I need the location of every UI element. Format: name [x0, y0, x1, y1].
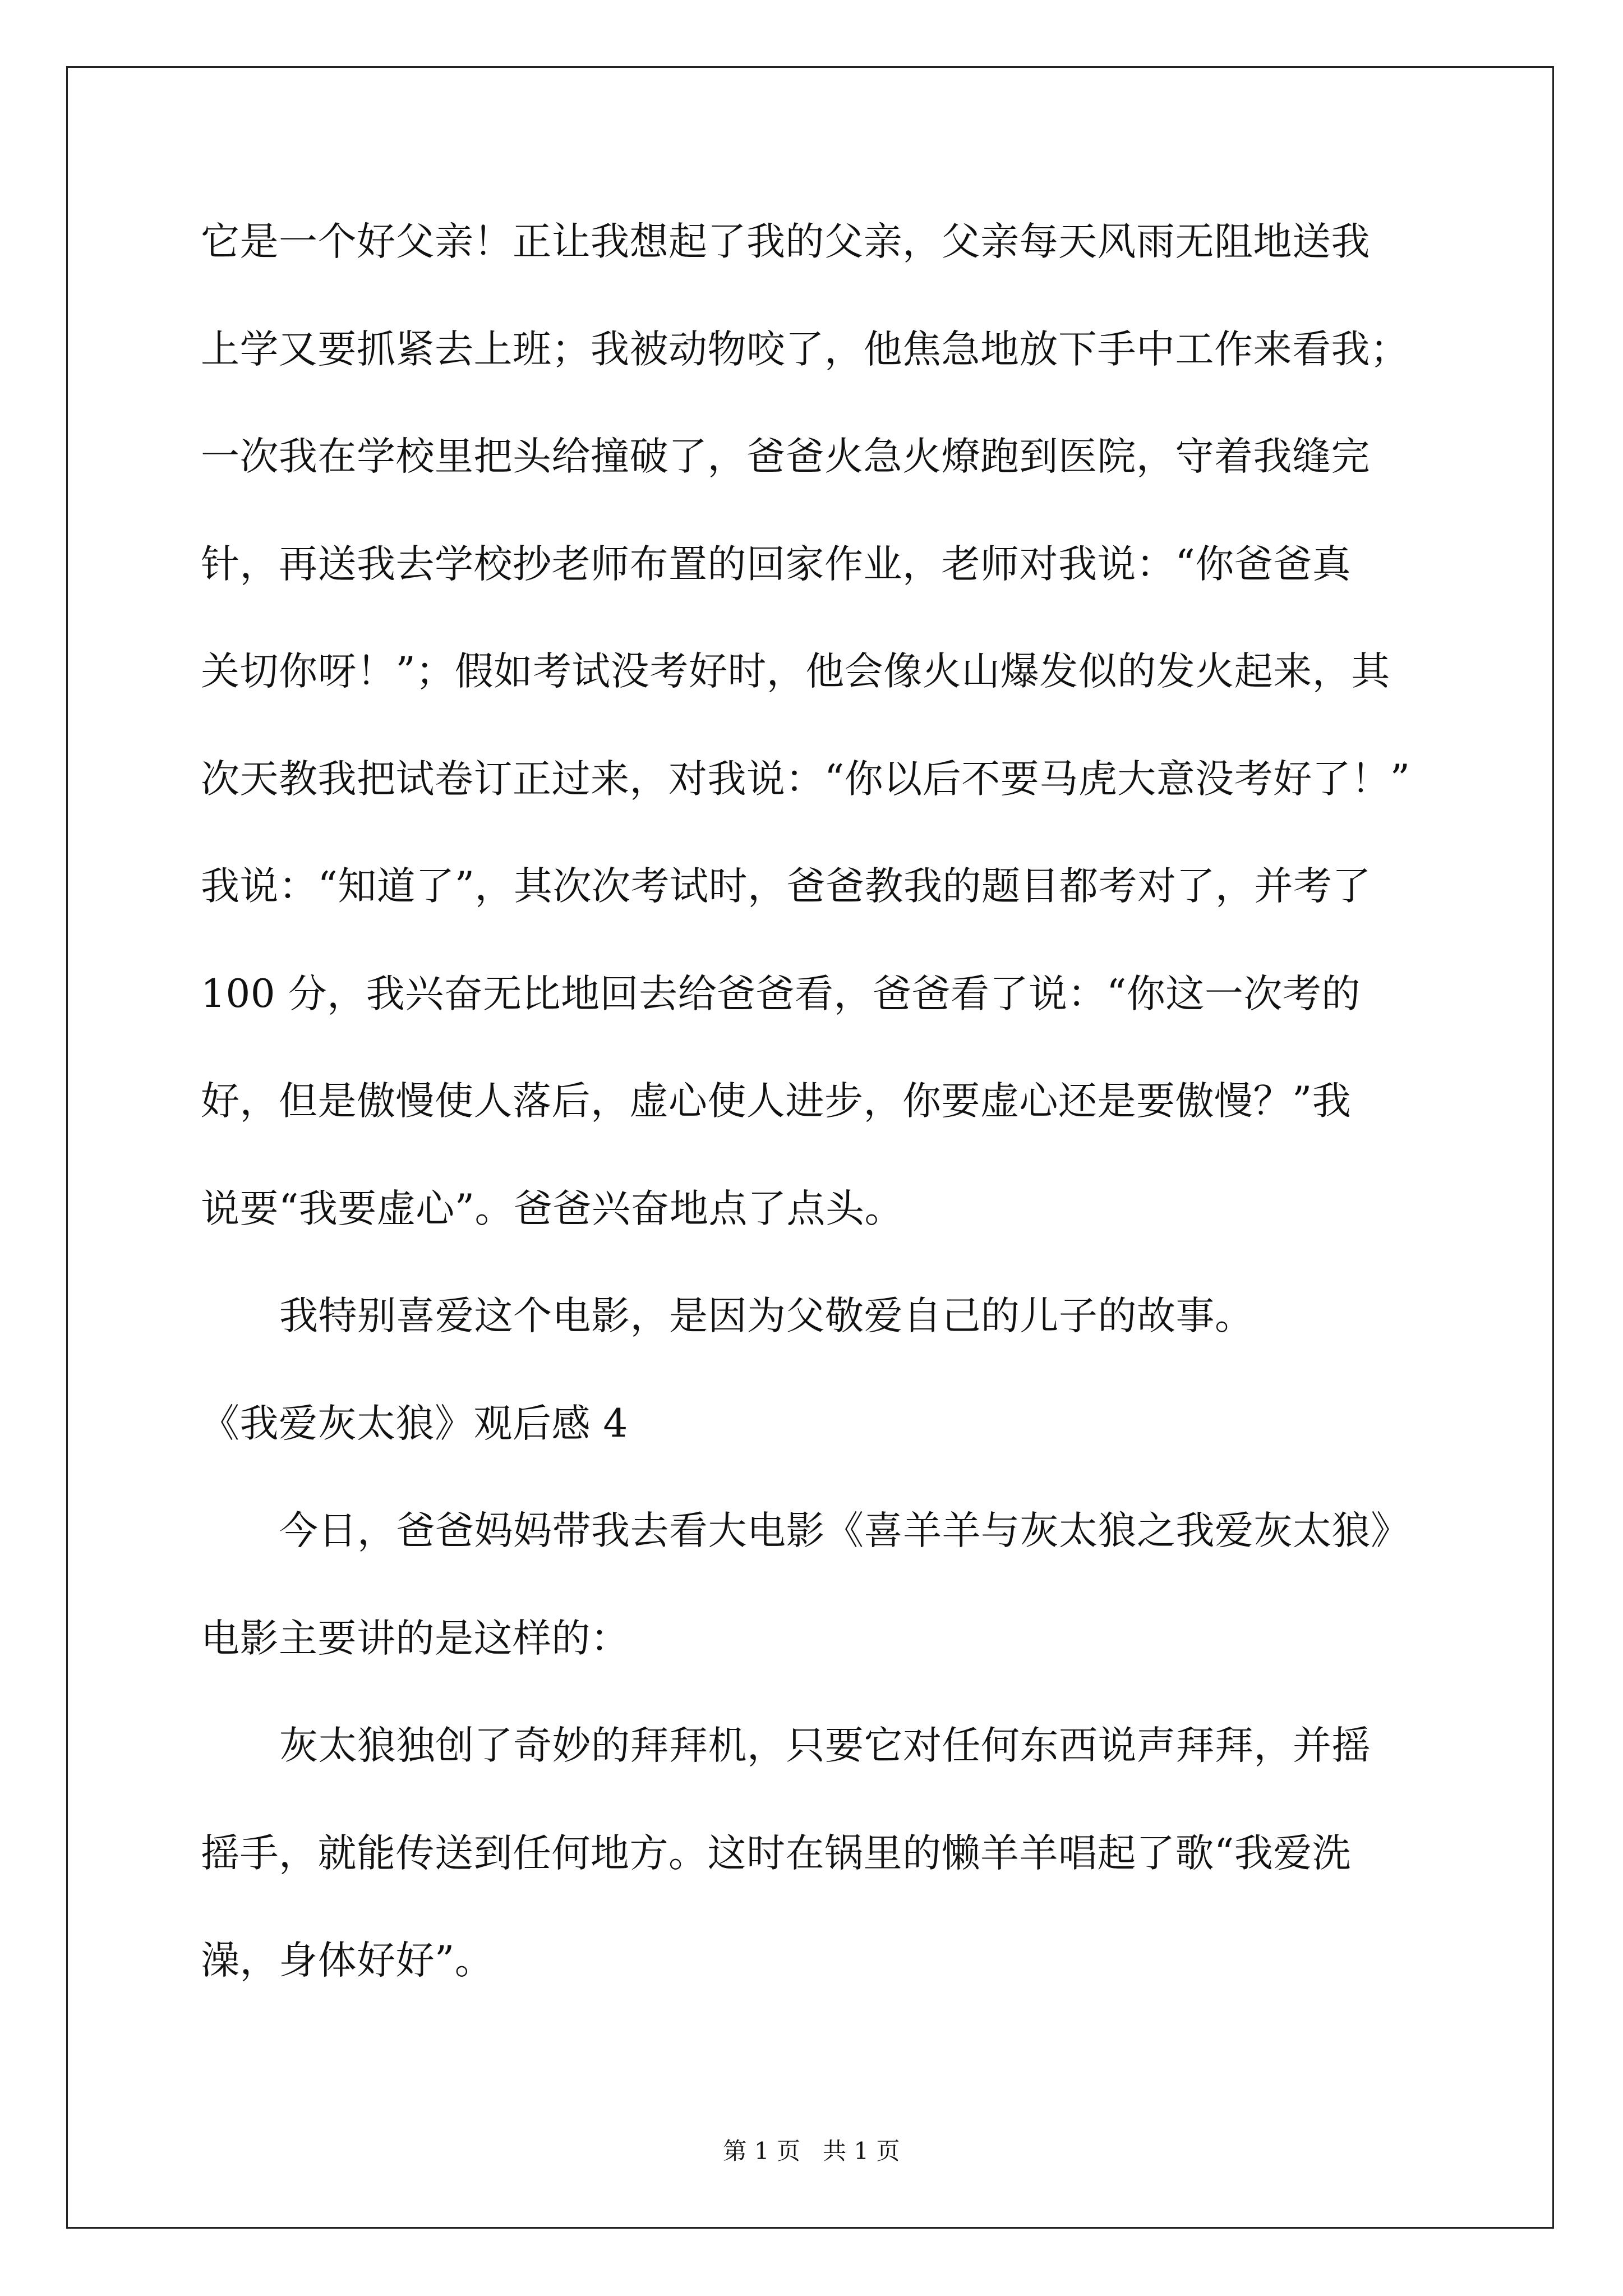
paragraph-line: 100 分，我兴奋无比地回去给爸爸看，爸爸看了说：“你这一次考的: [201, 971, 1361, 1016]
paragraph-line: 电影主要讲的是这样的：: [201, 1616, 630, 1661]
paragraph-line: 我说：“知道了”，其次次考试时，爸爸教我的题目都考对了，并考了: [201, 864, 1372, 909]
paragraph-line: 说要“我要虚心”。爸爸兴奋地点了点头。: [201, 1186, 904, 1231]
paragraph-line: 灰太狼独创了奇妙的拜拜机，只要它对任何东西说声拜拜，并摇: [279, 1723, 1371, 1768]
paragraph-line: 针，再送我去学校抄老师布置的回家作业，老师对我说：“你爸爸真: [201, 541, 1352, 587]
paragraph-line: 今日，爸爸妈妈带我去看大电影《喜羊羊与灰太狼之我爱灰太狼》: [279, 1508, 1410, 1553]
paragraph-line: 关切你呀！”；假如考试没考好时，他会像火山爆发似的发火起来，其: [201, 649, 1390, 694]
document-body: [201, 219, 1435, 2048]
section-heading: 《我爱灰太狼》观后感 4: [201, 1401, 628, 1446]
paragraph-line: 上学又要抓紧去上班；我被动物咬了，他焦急地放下手中工作来看我；: [201, 326, 1409, 372]
paragraph-line: 它是一个好父亲！正让我想起了我的父亲，父亲每天风雨无阻地送我: [201, 219, 1370, 264]
paragraph-line: 澡，身体好好”。: [201, 1938, 494, 1983]
paragraph-line: 好，但是傲慢使人落后，虚心使人进步，你要虚心还是要傲慢？”我: [201, 1079, 1352, 1124]
paragraph-line: 次天教我把试卷订正过来，对我说：“你以后不要马虎大意没考好了！”: [201, 756, 1410, 802]
page-number-footer: 第 1 页 共 1 页: [723, 2137, 900, 2165]
paragraph-line: 我特别喜爱这个电影，是因为父敬爱自己的儿子的故事。: [279, 1294, 1254, 1338]
paragraph-line: 一次我在学校里把头给撞破了，爸爸火急火燎跑到医院，守着我缝完: [201, 434, 1370, 479]
paragraph-line: 摇手，就能传送到任何地方。这时在锅里的懒羊羊唱起了歌“我爱洗: [201, 1830, 1352, 1876]
